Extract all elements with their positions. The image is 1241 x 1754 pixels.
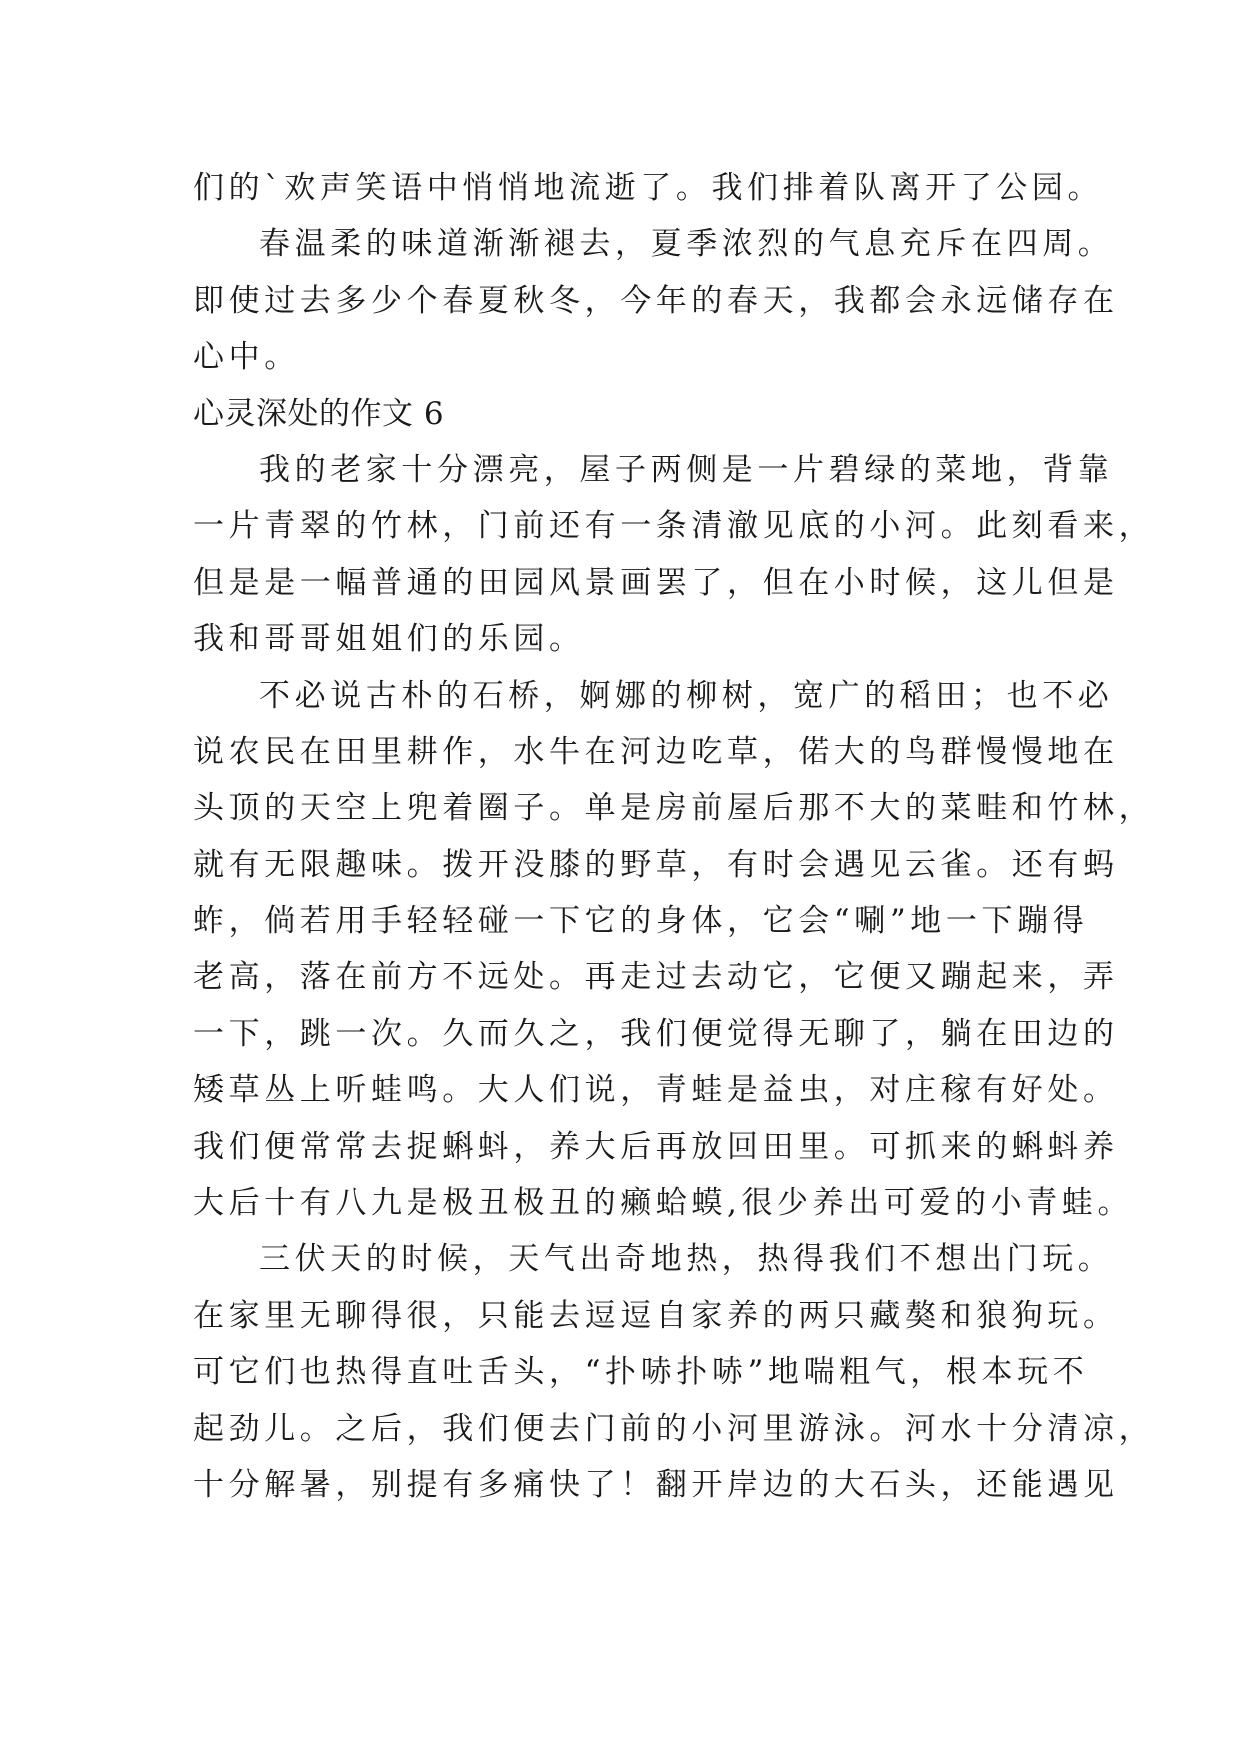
text-line: 就有无限趣味。拨开没膝的野草，有时会遇见云雀。还有蚂 xyxy=(193,846,1119,883)
text-line: 一下，跳一次。久而久之，我们便觉得无聊了，躺在田边的 xyxy=(193,1015,1119,1052)
paragraph-first-line: 我的老家十分漂亮，屋子两侧是一片碧绿的菜地，背靠 xyxy=(259,451,1114,488)
text-line: 但是是一幅普通的田园风景画罢了，但在小时候，这儿但是 xyxy=(193,564,1119,601)
text-line: 在家里无聊得很，只能去逗逗自家养的两只藏獒和狼狗玩。 xyxy=(193,1297,1119,1334)
text-line: 即使过去多少个春夏秋冬，今年的春天，我都会永远储存在 xyxy=(193,282,1119,319)
paragraph-first-line: 三伏天的时候，天气出奇地热，热得我们不想出门玩。 xyxy=(259,1241,1114,1278)
text-line: 矮草丛上听蛙鸣。大人们说，青蛙是益虫，对庄稼有好处。 xyxy=(193,1072,1119,1109)
text-line: 可它们也热得直吐舌头，“扑哧扑哧”地喘粗气，根本玩不 xyxy=(193,1354,1089,1391)
paragraph-first-line: 春温柔的味道渐渐褪去，夏季浓烈的气息充斥在四周。 xyxy=(259,226,1114,263)
text-line: 说农民在田里耕作，水牛在河边吃草，偌大的鸟群慢慢地在 xyxy=(193,733,1119,770)
paragraph-first-line: 不必说古朴的石桥，婀娜的柳树，宽广的稻田；也不必 xyxy=(259,677,1114,714)
text-line: 头顶的天空上兜着圈子。单是房前屋后那不大的菜畦和竹林， xyxy=(193,790,1155,827)
text-line: 十分解暑，别提有多痛快了！翻开岸边的大石头，还能遇见 xyxy=(193,1466,1119,1503)
text-line: 一片青翠的竹林，门前还有一条清澈见底的小河。此刻看来， xyxy=(193,508,1155,545)
text-line: 我和哥哥姐姐们的乐园。 xyxy=(193,621,585,658)
text-line: 大后十有八九是极丑极丑的癞蛤蟆,很少养出可爱的小青蛙。 xyxy=(193,1185,1134,1222)
text-line: 我们便常常去捉蝌蚪，养大后再放回田里。可抓来的蝌蚪养 xyxy=(193,1128,1119,1165)
essay-heading: 心灵深处的作文 6 xyxy=(193,395,445,432)
text-line: 们的`欢声笑语中悄悄地流逝了。我们排着队离开了公园。 xyxy=(193,170,1104,206)
text-line: 老高，落在前方不远处。再走过去动它，它便又蹦起来，弄 xyxy=(193,959,1119,996)
document-body xyxy=(193,160,1155,1513)
text-line: 起劲儿。之后，我们便去门前的小河里游泳。河水十分清凉， xyxy=(193,1410,1155,1447)
text-line: 蚱，倘若用手轻轻碰一下它的身体，它会“唰”地一下蹦得 xyxy=(193,903,1089,940)
text-line: 心中。 xyxy=(193,339,300,376)
